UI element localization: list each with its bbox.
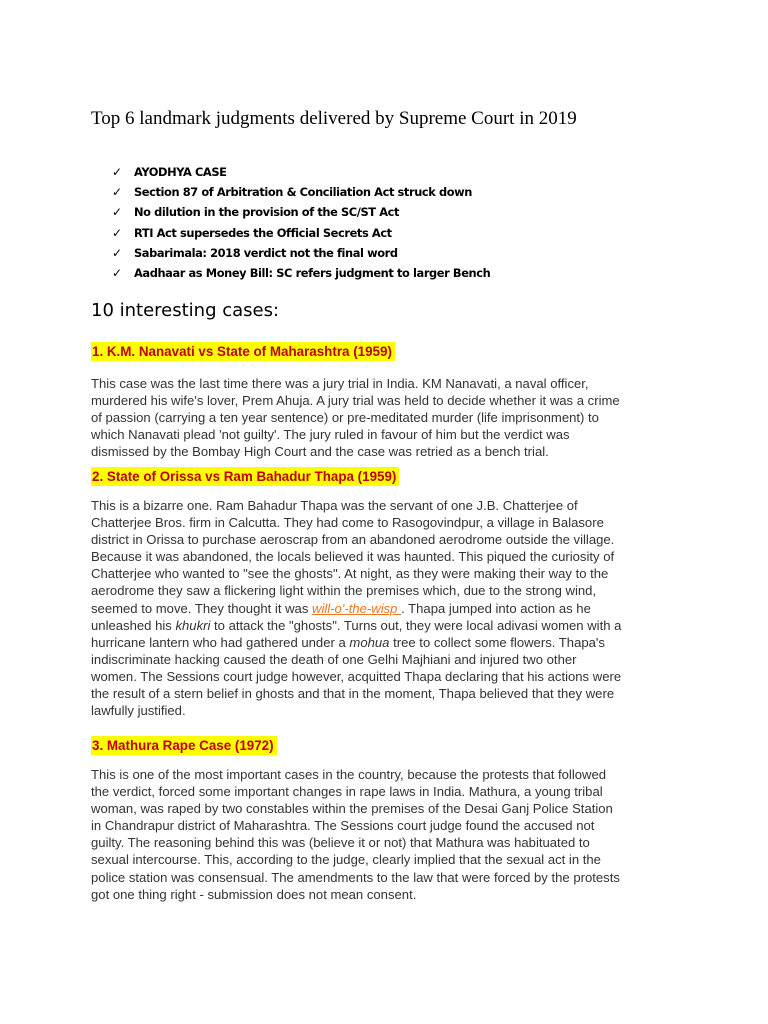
paragraph-text: tree to collect some flowers. Thapa's <box>389 634 605 650</box>
paragraph-line: aerodrome they saw a flickering light within the premises which, due to the strong wind, <box>91 583 597 599</box>
checkmark-icon: ✓ <box>112 205 122 220</box>
list-item <box>112 202 490 222</box>
paragraph-line: dismissed by the Bombay High Court and the case was retried as a bench trial. <box>91 444 549 460</box>
list-item <box>112 263 490 283</box>
case-title-1 <box>91 344 395 359</box>
khukri-term: khukri <box>175 617 211 633</box>
paragraph-text: to attack the "ghosts". Turns out, they were local adivasi women with a <box>210 617 622 633</box>
paragraph-line <box>91 600 691 617</box>
list-item-label: AYODHYA CASE <box>134 165 227 179</box>
case-body-2 <box>91 497 691 719</box>
landmark-judgments-list <box>112 162 490 283</box>
case-title-2 <box>91 469 399 484</box>
paragraph-line: got one thing right - submission does not mean consent. <box>91 886 417 902</box>
case-title-3 <box>91 738 277 753</box>
paragraph-line <box>91 617 691 634</box>
case-title-text: 2. State of Orissa vs Ram Bahadur Thapa (1959) <box>91 467 399 486</box>
paragraph-line: district in Orissa to purchase aeroscrap from an abandoned aerodrome outside the village. <box>91 532 615 548</box>
list-item-label: RTI Act supersedes the Official Secrets Act <box>134 225 392 240</box>
paragraph-text: . Thapa jumped into action as he <box>401 600 591 616</box>
paragraph-line: Chatterjee who wanted to "see the ghosts". At night, as they were making their way to the <box>91 566 609 582</box>
will-o-the-wisp-link[interactable]: will-o'-the-wisp <box>312 600 402 616</box>
paragraph-line: the verdict, forced some important changes in rape laws in India. Mathura, a young tribal <box>91 784 603 800</box>
paragraph-line: Because it was abandoned, the locals believed it was haunted. This piqued the curiosity of <box>91 549 615 565</box>
list-item <box>112 243 490 263</box>
list-item <box>112 182 490 202</box>
section-heading: 10 interesting cases: <box>91 300 280 321</box>
page-title: Top 6 landmark judgments delivered by Supreme Court in 2019 <box>91 108 577 129</box>
paragraph-line: woman, was raped by two constables within the premises of the Desai Ganj Police Station <box>91 801 613 817</box>
paragraph-line: This is one of the most important cases in the country, because the protests that followed <box>91 767 607 782</box>
case-title-text: 1. K.M. Nanavati vs State of Maharashtra (1959) <box>91 342 395 361</box>
paragraph-line: Chatterjee Bros. firm in Calcutta. They had come to Rasogovindpur, a village in Balasore <box>91 515 604 531</box>
paragraph-line: which Nanavati plead 'not guilty'. The jury ruled in favour of him but the verdict was <box>91 427 570 443</box>
checkmark-icon: ✓ <box>112 245 122 260</box>
paragraph-line: women. The Sessions court judge however, acquitted Thapa declaring that his actions were <box>91 668 622 684</box>
paragraph-line: sexual intercourse. This, according to the judge, clearly implied that the sexual act in the <box>91 852 601 868</box>
checkmark-icon: ✓ <box>112 185 122 200</box>
paragraph-text: unleashed his <box>91 617 176 633</box>
paragraph-line: This is a bizarre one. Ram Bahadur Thapa was the servant of one J.B. Chatterjee of <box>91 498 578 513</box>
checkmark-icon: ✓ <box>112 225 122 240</box>
paragraph-line: This case was the last time there was a jury trial in India. KM Nanavati, a naval officer, <box>91 376 589 391</box>
paragraph-line: the result of a stern belief in ghosts and that in the moment, Thapa believed that they were <box>91 686 615 702</box>
paragraph-line: lawfully justified. <box>91 703 186 719</box>
list-item-label: No dilution in the provision of the SC/ST Act <box>134 205 400 220</box>
case-body-1 <box>91 375 691 460</box>
paragraph-line: of passion (carrying a ten year sentence) or pre-meditated murder (life imprisonment) to <box>91 410 599 426</box>
paragraph-line: guilty. The reasoning behind this was (believe it or not) that Mathura was habituated to <box>91 835 590 851</box>
paragraph-line: police station was consensual. The amendments to the law that were forced by the protests <box>91 869 620 885</box>
mohua-term: mohua <box>349 634 390 650</box>
paragraph-line: murdered his wife's lover, Prem Ahuja. A jury trial was held to decide whether it was a crime <box>91 393 620 409</box>
list-item <box>112 162 490 182</box>
checkmark-icon: ✓ <box>112 265 122 280</box>
list-item-label: Aadhaar as Money Bill: SC refers judgment to larger Bench <box>134 265 491 280</box>
paragraph-line: indiscriminate hacking caused the death of one Gelhi Majhiani and injured two other <box>91 651 577 667</box>
paragraph-line <box>91 634 691 651</box>
paragraph-text: hurricane lantern who had gathered under a <box>91 634 350 650</box>
case-body-3 <box>91 766 691 903</box>
list-item-label: Section 87 of Arbitration & Conciliation Act struck down <box>134 185 473 200</box>
case-title-text: 3. Mathura Rape Case (1972) <box>91 736 277 755</box>
checkmark-icon: ✓ <box>112 165 122 179</box>
paragraph-line: in Chandrapur district of Maharashtra. The Sessions court judge found the accused not <box>91 818 595 834</box>
paragraph-text: seemed to move. They thought it was <box>91 600 313 616</box>
list-item <box>112 223 490 243</box>
list-item-label: Sabarimala: 2018 verdict not the final word <box>134 245 398 260</box>
